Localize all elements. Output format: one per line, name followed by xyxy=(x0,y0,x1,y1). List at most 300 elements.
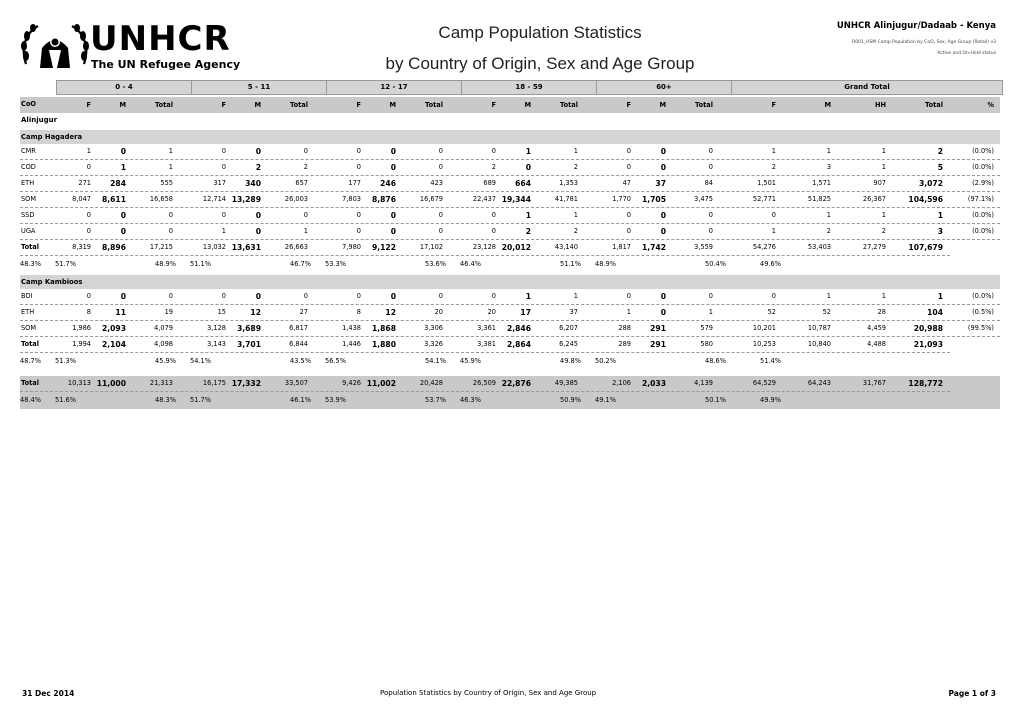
table-cell: 0 xyxy=(255,147,261,156)
table-cell: 28 xyxy=(877,308,886,316)
table-cell: 3,689 xyxy=(236,324,261,333)
table-cell: 0 xyxy=(771,292,776,300)
table-cell: 19,344 xyxy=(501,195,531,204)
table-cell: 0 xyxy=(390,163,396,172)
table-cell: 0 xyxy=(491,292,496,300)
table-cell: 0 xyxy=(255,292,261,301)
coo-label: COD xyxy=(21,163,36,171)
table-cell: 555 xyxy=(160,179,173,187)
coo-label: SSD xyxy=(21,211,35,219)
report-subtitle: by Country of Origin, Sex and Age Group xyxy=(385,54,695,73)
camp-name: Camp Kambioos xyxy=(21,278,83,286)
age-group-header-cell: Grand Total xyxy=(731,80,1003,95)
table-cell: (2.9%) xyxy=(972,179,994,187)
percentage-cell: 49.9% xyxy=(760,396,781,404)
table-cell: 1 xyxy=(573,147,578,155)
coo-label: ETH xyxy=(21,308,35,316)
table-cell: 2,106 xyxy=(612,379,631,387)
percentage-cell: 54.1% xyxy=(425,357,446,365)
age-group-header-cell: 60+ xyxy=(596,80,732,95)
percentage-cell: 53.9% xyxy=(325,396,346,404)
percentage-cell: 48.3% xyxy=(155,396,176,404)
table-cell: 1 xyxy=(626,308,631,316)
table-cell: 1 xyxy=(881,163,886,171)
table-cell: 1,770 xyxy=(612,195,631,203)
table-cell: 1 xyxy=(881,147,886,155)
table-cell: 21,313 xyxy=(149,379,173,387)
column-header: F xyxy=(356,101,361,109)
table-cell: 0 xyxy=(660,308,666,317)
table-row xyxy=(20,321,1000,337)
table-cell: 0 xyxy=(168,292,173,300)
table-cell: 0 xyxy=(255,211,261,220)
table-cell: 0 xyxy=(356,292,361,300)
camp-header-row xyxy=(20,130,1000,144)
percentage-cell: 51.1% xyxy=(190,260,211,268)
coo-label: SOM xyxy=(21,195,37,203)
table-cell: 6,245 xyxy=(559,340,578,348)
table-cell: 15 xyxy=(217,308,226,316)
table-cell: 0 xyxy=(438,227,443,235)
percentage-cell: 56.5% xyxy=(325,357,346,365)
table-cell: 580 xyxy=(700,340,713,348)
table-cell: 0 xyxy=(86,292,91,300)
table-cell: 10,253 xyxy=(752,340,776,348)
table-cell: 64,243 xyxy=(807,379,831,387)
table-cell: 1 xyxy=(881,211,886,219)
percentage-row xyxy=(20,352,950,370)
table-cell: 17,332 xyxy=(231,379,261,388)
table-cell: 0 xyxy=(626,163,631,171)
table-cell: 664 xyxy=(515,179,531,188)
percentage-cell: 45.9% xyxy=(460,357,481,365)
table-cell: 8,047 xyxy=(72,195,91,203)
table-cell: 27,279 xyxy=(862,243,886,251)
table-cell: 13,032 xyxy=(202,243,226,251)
table-cell: 0 xyxy=(626,211,631,219)
table-cell: 579 xyxy=(700,324,713,332)
table-cell: 0 xyxy=(221,292,226,300)
table-cell: 20,428 xyxy=(419,379,443,387)
column-header: F xyxy=(626,101,631,109)
table-cell: 16,175 xyxy=(202,379,226,387)
column-header: Total xyxy=(559,101,578,109)
grand-total-block xyxy=(20,376,1000,409)
table-cell: 340 xyxy=(245,179,261,188)
table-cell: 52,771 xyxy=(752,195,776,203)
table-cell: 0 xyxy=(438,292,443,300)
table-cell: 3,128 xyxy=(207,324,226,332)
table-cell: 0 xyxy=(491,211,496,219)
table-cell: 52 xyxy=(822,308,831,316)
table-cell: 47 xyxy=(622,179,631,187)
percentage-cell: 51.7% xyxy=(190,396,211,404)
table-cell: 288 xyxy=(618,324,631,332)
table-cell: 54,276 xyxy=(752,243,776,251)
table-row xyxy=(20,224,1000,240)
table-cell: 0 xyxy=(86,227,91,235)
table-cell: 6,844 xyxy=(289,340,308,348)
table-cell: 0 xyxy=(708,227,713,235)
table-cell: 0 xyxy=(708,211,713,219)
table-cell: 21,093 xyxy=(913,340,943,349)
table-cell: 1 xyxy=(771,227,776,235)
table-cell: 0 xyxy=(120,227,126,236)
logo-tagline: The UN Refugee Agency xyxy=(91,58,241,71)
table-row xyxy=(20,289,1000,305)
table-cell: 0 xyxy=(390,292,396,301)
table-cell: 4,459 xyxy=(867,324,886,332)
table-cell: 1 xyxy=(937,292,943,301)
table-cell: 657 xyxy=(295,179,308,187)
percentage-cell: 46.1% xyxy=(290,396,311,404)
table-cell: 1 xyxy=(826,147,831,155)
column-header: Total xyxy=(924,101,943,109)
column-header-coo: CoO xyxy=(21,100,36,108)
table-cell: 3,306 xyxy=(424,324,443,332)
table-cell: 1 xyxy=(303,227,308,235)
table-cell: (0.0%) xyxy=(972,292,994,300)
table-row xyxy=(20,208,1000,224)
table-cell: 0 xyxy=(771,211,776,219)
table-cell: 8 xyxy=(356,308,361,316)
percentage-cell: 51.7% xyxy=(55,260,76,268)
table-cell: 1 xyxy=(708,308,713,316)
percentage-cell: 45.9% xyxy=(155,357,176,365)
percentage-cell: 49.8% xyxy=(560,357,581,365)
table-cell: 84 xyxy=(704,179,713,187)
table-row xyxy=(20,144,1000,160)
table-cell: 23,128 xyxy=(472,243,496,251)
table-cell: 1,868 xyxy=(371,324,396,333)
column-header: Total xyxy=(154,101,173,109)
table-cell: 51,825 xyxy=(807,195,831,203)
column-header: M xyxy=(119,101,126,109)
table-row xyxy=(20,192,1000,208)
table-cell: 2 xyxy=(255,163,261,172)
percentage-cell: 50.2% xyxy=(595,357,616,365)
percentage-cell: 48.7% xyxy=(20,357,41,365)
table-cell: 1 xyxy=(937,211,943,220)
table-cell: 4,098 xyxy=(154,340,173,348)
table-cell: 0 xyxy=(660,147,666,156)
table-cell: 8 xyxy=(86,308,91,316)
table-cell: 3,072 xyxy=(918,179,943,188)
table-cell: 9,426 xyxy=(342,379,361,387)
table-cell: 8,876 xyxy=(371,195,396,204)
percentage-row xyxy=(20,255,950,273)
table-cell: 1 xyxy=(573,292,578,300)
table-cell: 0 xyxy=(626,147,631,155)
table-cell: 1 xyxy=(525,147,531,156)
table-cell: 26,663 xyxy=(284,243,308,251)
total-label: Total xyxy=(21,379,40,387)
table-cell: 31,767 xyxy=(862,379,886,387)
total-label: Total xyxy=(21,340,40,348)
table-cell: 3,701 xyxy=(236,340,261,349)
table-cell: 2,864 xyxy=(506,340,531,349)
table-cell: 0 xyxy=(221,163,226,171)
camp-name: Camp Hagadera xyxy=(21,133,83,141)
column-header: % xyxy=(987,101,994,109)
table-cell: 64,529 xyxy=(752,379,776,387)
column-header: F xyxy=(771,101,776,109)
coo-label: UGA xyxy=(21,227,36,235)
age-group-header-cell: 12 - 17 xyxy=(326,80,462,95)
report-code: R001_HSM Camp Population by CoO, Sex, Age Group (Retail) v3 xyxy=(852,40,996,45)
table-cell: 0 xyxy=(303,211,308,219)
column-header: M xyxy=(824,101,831,109)
table-cell: 0 xyxy=(491,227,496,235)
table-cell: 0 xyxy=(525,163,531,172)
table-cell: 26,367 xyxy=(862,195,886,203)
table-cell: 0 xyxy=(356,211,361,219)
table-cell: (0.0%) xyxy=(972,163,994,171)
table-cell: 33,507 xyxy=(284,379,308,387)
report-note: Active and On-Hold status xyxy=(937,51,996,56)
column-header: M xyxy=(254,101,261,109)
table-cell: 13,289 xyxy=(231,195,261,204)
table-cell: 0 xyxy=(708,147,713,155)
table-cell: 12 xyxy=(250,308,261,317)
percentage-cell: 48.6% xyxy=(705,357,726,365)
table-cell: 9,122 xyxy=(371,243,396,252)
table-cell: 3,326 xyxy=(424,340,443,348)
table-cell: 2,104 xyxy=(101,340,126,349)
table-cell: 0 xyxy=(356,147,361,155)
table-cell: 317 xyxy=(213,179,226,187)
column-header: F xyxy=(491,101,496,109)
table-cell: 17 xyxy=(520,308,531,317)
table-cell: 17,215 xyxy=(149,243,173,251)
table-cell: 0 xyxy=(660,292,666,301)
table-cell: 1,986 xyxy=(72,324,91,332)
table-cell: 0 xyxy=(120,292,126,301)
camp-header-row xyxy=(20,275,1000,289)
footer-page: Page 1 of 3 xyxy=(948,689,996,698)
table-cell: 284 xyxy=(110,179,126,188)
table-cell: 2,093 xyxy=(101,324,126,333)
percentage-cell: 48.9% xyxy=(155,260,176,268)
table-cell: 20 xyxy=(434,308,443,316)
total-label: Total xyxy=(21,243,40,251)
table-cell: 17,102 xyxy=(419,243,443,251)
percentage-cell: 53.6% xyxy=(425,260,446,268)
table-cell: 0 xyxy=(708,292,713,300)
table-cell: 2 xyxy=(573,163,578,171)
table-cell: 271 xyxy=(78,179,91,187)
table-cell: 2 xyxy=(525,227,531,236)
office-name: UNHCR Alinjugur/Dadaab - Kenya xyxy=(836,21,996,31)
table-cell: (0.5%) xyxy=(972,308,994,316)
logo-wordmark: UNHCR xyxy=(90,19,231,59)
table-cell: 8,896 xyxy=(101,243,126,252)
table-cell: 1,353 xyxy=(559,179,578,187)
table-cell: 423 xyxy=(430,179,443,187)
table-cell: 0 xyxy=(491,147,496,155)
table-cell: 11,000 xyxy=(96,379,126,388)
table-cell: 0 xyxy=(255,227,261,236)
table-cell: (0.0%) xyxy=(972,147,994,155)
table-cell: 26,003 xyxy=(284,195,308,203)
table-cell: 4,139 xyxy=(694,379,713,387)
age-group-header-cell: 5 - 11 xyxy=(191,80,327,95)
table-cell: 3,143 xyxy=(207,340,226,348)
table-cell: 27 xyxy=(299,308,308,316)
column-header: Total xyxy=(424,101,443,109)
table-cell: 6,207 xyxy=(559,324,578,332)
percentage-cell: 49.6% xyxy=(760,260,781,268)
coo-label: CMR xyxy=(21,147,36,155)
table-cell: 1,446 xyxy=(342,340,361,348)
table-cell: 1 xyxy=(525,292,531,301)
percentage-cell: 50.4% xyxy=(705,260,726,268)
table-cell: 43,140 xyxy=(554,243,578,251)
percentage-cell: 48.9% xyxy=(595,260,616,268)
table-cell: 26,509 xyxy=(472,379,496,387)
unhcr-emblem-icon xyxy=(20,20,90,75)
table-cell: 107,679 xyxy=(908,243,943,252)
table-cell: (97.1%) xyxy=(967,195,994,203)
table-cell: 22,876 xyxy=(501,379,531,388)
column-header: Total xyxy=(289,101,308,109)
table-cell: 1,742 xyxy=(641,243,666,252)
percentage-cell: 51.3% xyxy=(55,357,76,365)
table-body xyxy=(20,130,1000,409)
table-cell: 10,787 xyxy=(807,324,831,332)
percentage-cell: 49.1% xyxy=(595,396,616,404)
table-cell: 3,559 xyxy=(694,243,713,251)
percentage-cell: 51.6% xyxy=(55,396,76,404)
table-cell: 10,201 xyxy=(752,324,776,332)
age-group-header xyxy=(20,80,1000,95)
coo-label: SOM xyxy=(21,324,37,332)
table-cell: 2 xyxy=(881,227,886,235)
column-header: F xyxy=(221,101,226,109)
column-header: Total xyxy=(694,101,713,109)
table-cell: 49,385 xyxy=(554,379,578,387)
table-row xyxy=(20,305,1000,321)
table-cell: 0 xyxy=(390,227,396,236)
table-cell: 0 xyxy=(660,227,666,236)
table-cell: 0 xyxy=(438,211,443,219)
table-cell: 2 xyxy=(826,227,831,235)
table-cell: 0 xyxy=(168,211,173,219)
percentage-cell: 46.4% xyxy=(460,260,481,268)
table-cell: 1,501 xyxy=(757,179,776,187)
table-cell: 0 xyxy=(626,292,631,300)
table-cell: 0 xyxy=(86,211,91,219)
table-cell: (0.0%) xyxy=(972,211,994,219)
table-cell: 0 xyxy=(168,227,173,235)
table-cell: 0 xyxy=(221,211,226,219)
table-cell: 2,033 xyxy=(641,379,666,388)
table-cell: 1,705 xyxy=(641,195,666,204)
table-cell: 1 xyxy=(573,211,578,219)
table-cell: 3,361 xyxy=(477,324,496,332)
location-label: Alinjugur xyxy=(21,116,58,124)
table-cell: 3,475 xyxy=(694,195,713,203)
camp-total-row xyxy=(20,337,1000,352)
percentage-cell: 53.3% xyxy=(325,260,346,268)
percentage-cell: 50.1% xyxy=(705,396,726,404)
column-header: M xyxy=(389,101,396,109)
table-cell: 104,596 xyxy=(908,195,943,204)
table-cell: 1 xyxy=(826,292,831,300)
percentage-cell: 48.4% xyxy=(20,396,41,404)
table-cell: 0 xyxy=(438,163,443,171)
table-cell: 10,840 xyxy=(807,340,831,348)
table-cell: 1 xyxy=(86,147,91,155)
table-cell: 1,571 xyxy=(812,179,831,187)
table-cell: 20,988 xyxy=(913,324,943,333)
table-cell: 8,319 xyxy=(72,243,91,251)
table-cell: 2 xyxy=(937,147,943,156)
table-cell: 0 xyxy=(303,292,308,300)
percentage-cell: 43.5% xyxy=(290,357,311,365)
table-cell: (0.0%) xyxy=(972,227,994,235)
footer-title: Population Statistics by Country of Origin, Sex and Age Group xyxy=(380,689,597,697)
table-cell: 11 xyxy=(115,308,126,317)
table-cell: 3,381 xyxy=(477,340,496,348)
table-cell: 19 xyxy=(164,308,173,316)
table-cell: 0 xyxy=(438,147,443,155)
table-cell: 2 xyxy=(573,227,578,235)
percentage-cell: 51.4% xyxy=(760,357,781,365)
table-cell: 4,488 xyxy=(867,340,886,348)
table-cell: 1,438 xyxy=(342,324,361,332)
table-cell: 3 xyxy=(826,163,831,171)
report-title: Camp Population Statistics xyxy=(438,23,642,42)
percentage-cell: 53.7% xyxy=(425,396,446,404)
table-cell: 0 xyxy=(626,227,631,235)
table-cell: 10,313 xyxy=(67,379,91,387)
table-cell: 3 xyxy=(937,227,943,236)
table-cell: 4,079 xyxy=(154,324,173,332)
table-cell: 128,772 xyxy=(908,379,943,388)
table-cell: 1 xyxy=(771,147,776,155)
table-cell: 22,437 xyxy=(472,195,496,203)
table-cell: 2 xyxy=(771,163,776,171)
table-cell: 6,817 xyxy=(289,324,308,332)
table-cell: 20,012 xyxy=(501,243,531,252)
table-cell: 0 xyxy=(120,211,126,220)
percentage-cell: 50.9% xyxy=(560,396,581,404)
table-cell: 0 xyxy=(708,163,713,171)
coo-label: ETH xyxy=(21,179,35,187)
table-cell: 0 xyxy=(390,211,396,220)
age-group-header-cell: 18 - 59 xyxy=(461,80,597,95)
table-cell: 12,714 xyxy=(202,195,226,203)
table-cell: 0 xyxy=(356,227,361,235)
table-cell: 0 xyxy=(221,147,226,155)
table-cell: 13,631 xyxy=(231,243,261,252)
table-cell: 177 xyxy=(348,179,361,187)
table-cell: 11,002 xyxy=(366,379,396,388)
table-cell: 5 xyxy=(937,163,943,172)
table-cell: 1,817 xyxy=(612,243,631,251)
table-cell: 1,880 xyxy=(371,340,396,349)
column-header: M xyxy=(524,101,531,109)
unhcr-logo xyxy=(20,20,242,75)
table-cell: 104 xyxy=(927,308,943,317)
column-header: M xyxy=(659,101,666,109)
table-cell: 7,803 xyxy=(342,195,361,203)
statistics-table xyxy=(20,80,1000,409)
column-header-row xyxy=(20,97,1000,113)
table-cell: 291 xyxy=(650,324,666,333)
table-cell: (99.5%) xyxy=(967,324,994,332)
